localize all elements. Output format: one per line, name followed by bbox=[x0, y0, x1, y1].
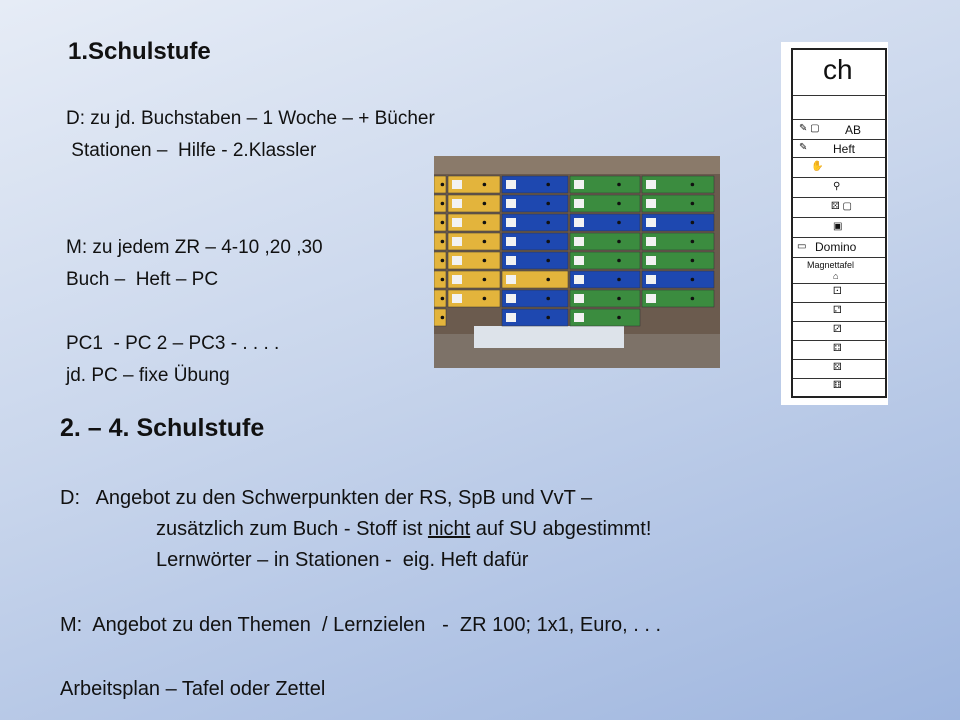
card-empty-cell bbox=[793, 96, 885, 120]
box-handle-hole bbox=[441, 278, 445, 282]
box-handle-hole bbox=[441, 259, 445, 263]
box-handle-hole bbox=[691, 278, 695, 282]
pencil-icon: ✎ bbox=[799, 142, 808, 153]
box-handle-hole bbox=[691, 297, 695, 301]
dice-icon: ⚅ bbox=[833, 380, 842, 391]
card-dice3-cell bbox=[793, 322, 885, 341]
section2-m-line: M: Angebot zu den Themen / Lernzielen - ZR 100; 1x1, Euro, . . . bbox=[60, 614, 662, 636]
box-label bbox=[506, 256, 516, 265]
box-label bbox=[574, 218, 584, 227]
filing-boxes-photo bbox=[434, 156, 720, 368]
box-label bbox=[506, 237, 516, 246]
box-label bbox=[452, 199, 462, 208]
filing-box bbox=[434, 252, 446, 269]
card-heft-cell bbox=[793, 140, 885, 158]
box-handle-hole bbox=[691, 183, 695, 187]
box-handle-hole bbox=[546, 202, 550, 206]
dice-icon: ⚄ bbox=[833, 362, 842, 373]
box-label bbox=[452, 218, 462, 227]
computer-icon: ▣ bbox=[833, 221, 843, 232]
section2-d-line1: D: Angebot zu den Schwerpunkten der RS, SpB und VvT – bbox=[60, 487, 593, 509]
box-handle-hole bbox=[441, 316, 445, 320]
filing-box bbox=[434, 214, 446, 231]
box-handle-hole bbox=[483, 259, 487, 263]
card-heft-label: Heft bbox=[833, 142, 856, 156]
card-dice4-cell bbox=[793, 341, 885, 360]
filing-box bbox=[434, 176, 446, 193]
box-handle-hole bbox=[441, 183, 445, 187]
filing-box bbox=[434, 195, 446, 212]
box-handle-hole bbox=[546, 297, 550, 301]
section1-heading: 1.Schulstufe bbox=[68, 38, 211, 65]
box-label bbox=[452, 275, 462, 284]
box-label bbox=[574, 199, 584, 208]
section2-d-line2-before: zusätzlich zum Buch - Stoff ist bbox=[156, 518, 428, 540]
box-label bbox=[506, 180, 516, 189]
box-handle-hole bbox=[691, 202, 695, 206]
box-handle-hole bbox=[483, 183, 487, 187]
domino-icon: ▭ bbox=[797, 241, 807, 252]
filing-box bbox=[434, 233, 446, 250]
dice-icon: ⚀ bbox=[833, 286, 842, 297]
card-dice1-cell bbox=[793, 284, 885, 303]
filing-box bbox=[434, 271, 446, 288]
stamp-icon: ⚲ bbox=[833, 181, 841, 192]
card-title-cell bbox=[793, 50, 885, 96]
box-label bbox=[506, 313, 516, 322]
box-handle-hole bbox=[483, 202, 487, 206]
box-handle-hole bbox=[441, 240, 445, 244]
box-label bbox=[506, 218, 516, 227]
section1-line-pc: PC1 - PC 2 – PC3 - . . . . bbox=[66, 333, 280, 354]
box-handle-hole bbox=[617, 183, 621, 187]
dice-icon: ⚂ bbox=[833, 324, 842, 335]
box-handle-hole bbox=[691, 259, 695, 263]
card-domino-label: Domino bbox=[815, 240, 857, 254]
box-label bbox=[646, 294, 656, 303]
section2-heading: 2. – 4. Schulstufe bbox=[60, 414, 265, 442]
magnet-icon: ⌂ bbox=[833, 271, 839, 281]
filing-box bbox=[434, 290, 446, 307]
box-label bbox=[646, 199, 656, 208]
section1-line-m: M: zu jedem ZR – 4-10 ,20 ,30 bbox=[66, 237, 323, 258]
box-label bbox=[574, 180, 584, 189]
section2-d-line2-after: auf SU abgestimmt! bbox=[470, 518, 652, 540]
box-handle-hole bbox=[441, 202, 445, 206]
box-label bbox=[574, 294, 584, 303]
box-label bbox=[452, 180, 462, 189]
box-handle-hole bbox=[441, 221, 445, 225]
card-computer-cell bbox=[793, 218, 885, 238]
dice-icon: ⚃ bbox=[833, 343, 842, 354]
box-handle-hole bbox=[546, 316, 550, 320]
box-handle-hole bbox=[691, 221, 695, 225]
section2-d-line2-underlined: nicht bbox=[427, 518, 471, 540]
box-handle-hole bbox=[546, 183, 550, 187]
filing-boxes-illustration bbox=[434, 156, 720, 368]
box-label bbox=[574, 275, 584, 284]
box-handle-hole bbox=[617, 316, 621, 320]
box-label bbox=[452, 237, 462, 246]
word-card bbox=[781, 42, 888, 405]
card-dice2-cell bbox=[793, 303, 885, 322]
box-label bbox=[646, 237, 656, 246]
box-label bbox=[506, 294, 516, 303]
box-handle-hole bbox=[546, 259, 550, 263]
filing-box bbox=[434, 309, 446, 326]
box-handle-hole bbox=[483, 297, 487, 301]
card-title: ch bbox=[823, 54, 853, 85]
box-handle-hole bbox=[483, 278, 487, 282]
card-magnettafel-cell bbox=[793, 258, 885, 284]
box-handle-hole bbox=[546, 221, 550, 225]
box-label bbox=[574, 237, 584, 246]
box-handle-hole bbox=[617, 240, 621, 244]
box-handle-hole bbox=[483, 240, 487, 244]
card-game-cell bbox=[793, 198, 885, 218]
box-label bbox=[506, 275, 516, 284]
card-stamp-cell bbox=[793, 178, 885, 198]
box-label bbox=[574, 313, 584, 322]
box-label bbox=[646, 180, 656, 189]
section2-d-line2 bbox=[156, 518, 651, 541]
game-icon: ⚄ ▢ bbox=[831, 201, 852, 212]
box-label bbox=[574, 256, 584, 265]
hands-icon: ✋ bbox=[811, 161, 824, 172]
box-handle-hole bbox=[617, 278, 621, 282]
section2-plan-line: Arbeitsplan – Tafel oder Zettel bbox=[60, 678, 326, 700]
box-handle-hole bbox=[617, 297, 621, 301]
box-handle-hole bbox=[617, 221, 621, 225]
section2-d-line3: Lernwörter – in Stationen - eig. Heft dafür bbox=[156, 549, 529, 571]
box-handle-hole bbox=[546, 240, 550, 244]
card-ab-label: AB bbox=[845, 123, 862, 137]
section1-line-buch: Buch – Heft – PC bbox=[66, 269, 219, 290]
card-domino-cell bbox=[793, 238, 885, 258]
box-label bbox=[646, 256, 656, 265]
card-ab-cell bbox=[793, 120, 885, 140]
card-magnettafel-label: Magnettafel bbox=[807, 260, 855, 270]
section1-line-stationen: Stationen – Hilfe - 2.Klassler bbox=[66, 140, 317, 161]
dice-icon: ⚁ bbox=[833, 305, 842, 316]
box-label bbox=[452, 256, 462, 265]
box-handle-hole bbox=[617, 259, 621, 263]
box-label bbox=[506, 199, 516, 208]
box-label bbox=[646, 275, 656, 284]
box-handle-hole bbox=[691, 240, 695, 244]
box-label bbox=[452, 294, 462, 303]
card-dice5-cell bbox=[793, 360, 885, 379]
pencil-icon: ✎ ▢ bbox=[799, 123, 820, 134]
section1-line-d: D: zu jd. Buchstaben – 1 Woche – + Bücher bbox=[66, 108, 435, 129]
card-dice6-cell bbox=[793, 379, 885, 396]
box-handle-hole bbox=[546, 278, 550, 282]
card-hands-cell bbox=[793, 158, 885, 178]
box-label bbox=[646, 218, 656, 227]
box-handle-hole bbox=[617, 202, 621, 206]
box-handle-hole bbox=[483, 221, 487, 225]
section1-line-fixe: jd. PC – fixe Übung bbox=[66, 365, 230, 386]
box-handle-hole bbox=[441, 297, 445, 301]
